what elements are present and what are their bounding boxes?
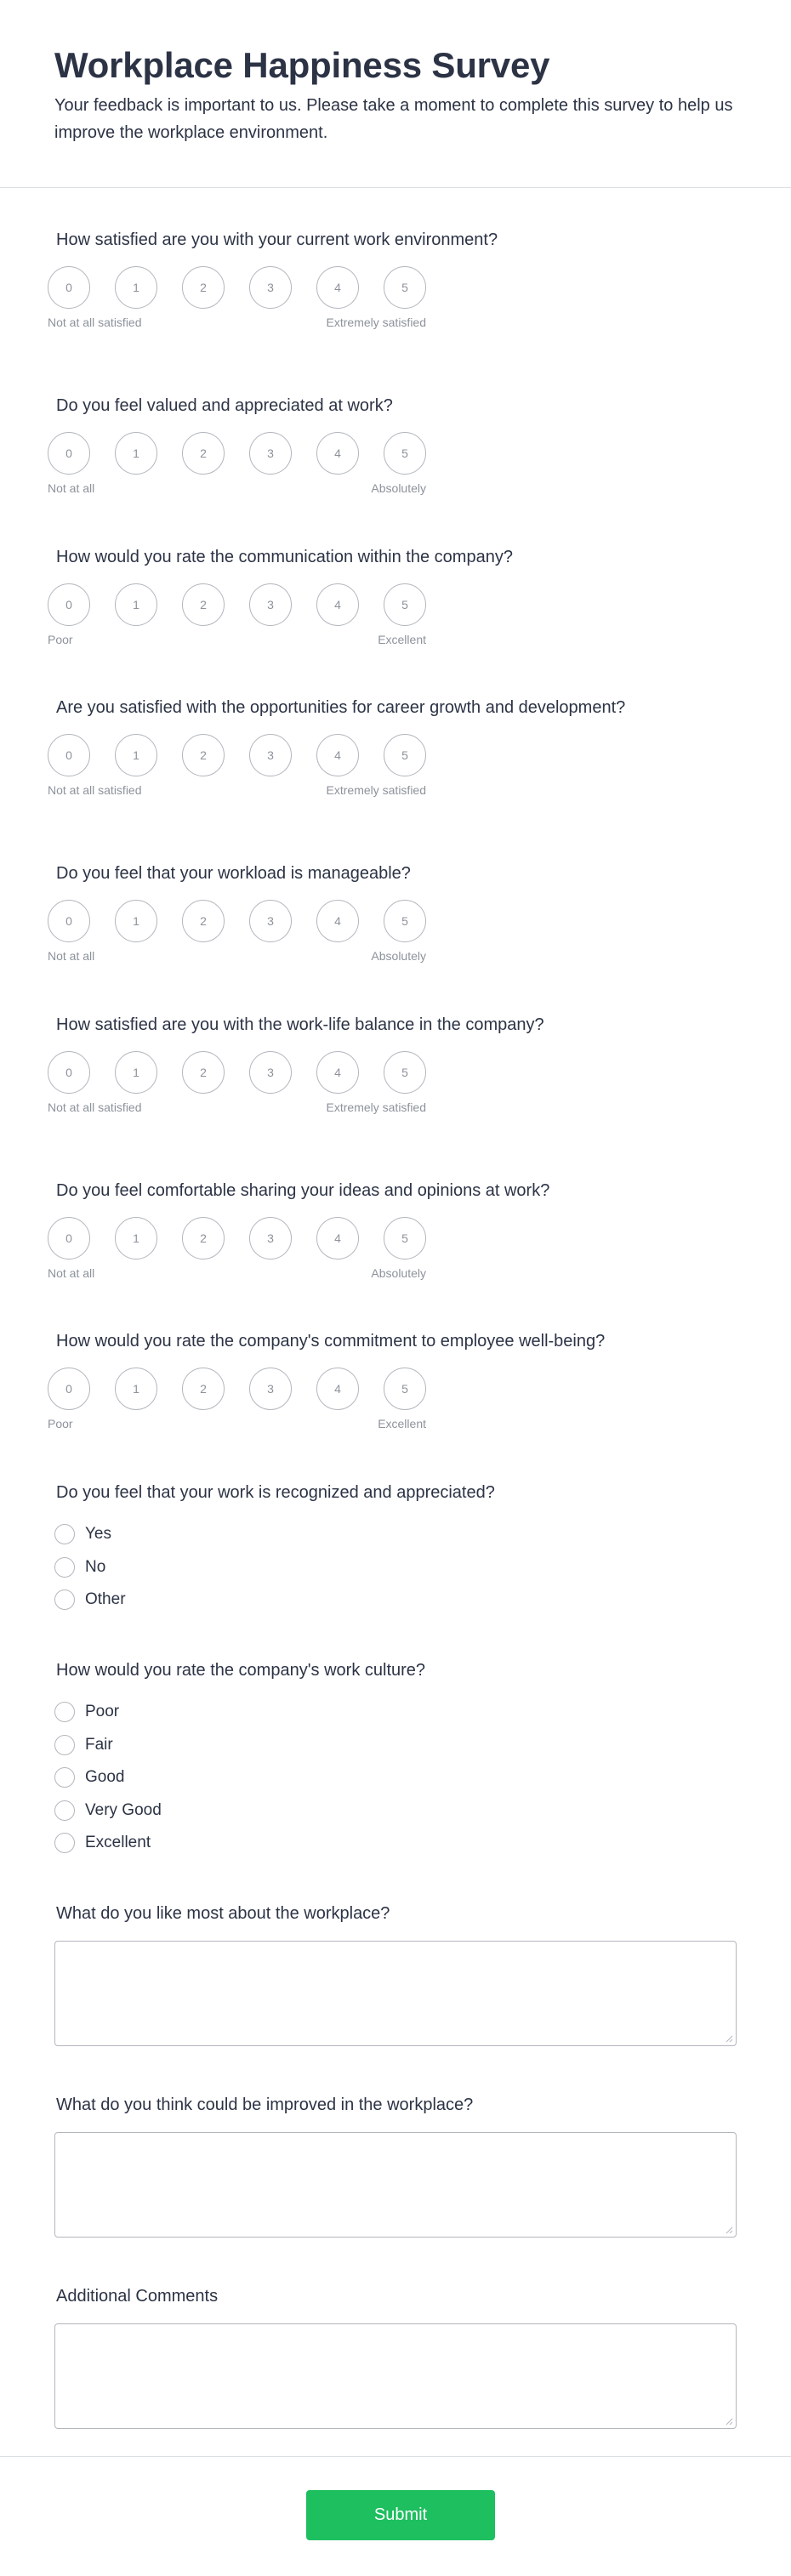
question-label: How would you rate the company's commitment to employee well-being?: [56, 1332, 606, 1351]
rating-scale: [48, 734, 447, 819]
radio-button[interactable]: [54, 1735, 75, 1755]
radio-option-yes[interactable]: [54, 1518, 126, 1551]
scale-option-4[interactable]: 4: [316, 1051, 359, 1094]
scale-option-3[interactable]: 3: [249, 734, 292, 776]
scale-option-1[interactable]: 1: [115, 266, 157, 309]
scale-option-2[interactable]: 2: [182, 266, 225, 309]
scale-high-label: Absolutely: [371, 949, 426, 963]
scale-high-label: Absolutely: [371, 1266, 426, 1280]
question-workload: [48, 862, 745, 963]
radio-option-other[interactable]: [54, 1584, 126, 1617]
scale-option-1[interactable]: 1: [115, 900, 157, 942]
rating-scale: [48, 266, 447, 351]
scale-option-0[interactable]: 0: [48, 1368, 90, 1410]
improve-textarea[interactable]: [54, 2132, 737, 2238]
scale-option-3[interactable]: 3: [249, 583, 292, 626]
question-label: How would you rate the company's work culture?: [56, 1661, 426, 1680]
scale-option-2[interactable]: 2: [182, 1051, 225, 1094]
radio-button[interactable]: [54, 1800, 75, 1821]
rating-scale: [48, 900, 447, 985]
scale-option-2[interactable]: 2: [182, 1217, 225, 1260]
rating-scale: [48, 1368, 447, 1453]
scale-option-1[interactable]: 1: [115, 583, 157, 626]
question-label: Do you feel comfortable sharing your ideas and opinions at work?: [56, 1181, 550, 1200]
scale-option-4[interactable]: 4: [316, 1368, 359, 1410]
question-additional-comments: [56, 2284, 745, 2308]
scale-option-4[interactable]: 4: [316, 734, 359, 776]
scale-high-label: Absolutely: [371, 481, 426, 495]
radio-button[interactable]: [54, 1524, 75, 1544]
scale-option-2[interactable]: 2: [182, 1368, 225, 1410]
scale-option-0[interactable]: 0: [48, 734, 90, 776]
question-label: Do you feel that your workload is manageable?: [56, 864, 411, 883]
submit-button[interactable]: Submit: [306, 2490, 495, 2540]
scale-high-label: Extremely satisfied: [326, 316, 426, 329]
scale-low-label: Poor: [48, 633, 73, 646]
radio-option-no[interactable]: [54, 1551, 126, 1584]
scale-option-5[interactable]: 5: [384, 1368, 426, 1410]
question-valued: [48, 394, 745, 495]
scale-option-5[interactable]: 5: [384, 1217, 426, 1260]
question-label: What do you think could be improved in the workplace?: [56, 2095, 474, 2114]
question-work-environment: [48, 228, 745, 329]
scale-option-5[interactable]: 5: [384, 583, 426, 626]
scale-option-3[interactable]: 3: [249, 1368, 292, 1410]
scale-option-5[interactable]: 5: [384, 266, 426, 309]
question-communication: [48, 545, 745, 646]
radio-option-excellent[interactable]: [54, 1827, 162, 1860]
scale-option-1[interactable]: 1: [115, 734, 157, 776]
question-well-being: [48, 1329, 745, 1430]
scale-option-0[interactable]: 0: [48, 1217, 90, 1260]
question-label: What do you like most about the workplace?: [56, 1904, 390, 1923]
scale-high-label: Extremely satisfied: [326, 1100, 426, 1114]
page-description: Your feedback is important to us. Please take a moment to complete this survey to help us improve the workplace environment.: [54, 96, 733, 142]
form-header: [0, 0, 791, 188]
radio-group: [54, 1696, 162, 1860]
scale-option-4[interactable]: 4: [316, 900, 359, 942]
radio-label: Poor: [85, 1703, 120, 1721]
question-work-culture: [56, 1658, 745, 1852]
scale-option-5[interactable]: 5: [384, 734, 426, 776]
scale-low-label: Poor: [48, 1417, 73, 1430]
scale-low-label: Not at all: [48, 949, 95, 963]
scale-option-4[interactable]: 4: [316, 583, 359, 626]
scale-high-label: Extremely satisfied: [326, 783, 426, 797]
scale-option-4[interactable]: 4: [316, 432, 359, 475]
radio-button[interactable]: [54, 1557, 75, 1578]
radio-button[interactable]: [54, 1702, 75, 1722]
radio-label: Good: [85, 1768, 125, 1787]
scale-option-1[interactable]: 1: [115, 1368, 157, 1410]
radio-label: No: [85, 1557, 106, 1576]
radio-button[interactable]: [54, 1589, 75, 1610]
scale-low-label: Not at all satisfied: [48, 783, 142, 797]
scale-option-2[interactable]: 2: [182, 583, 225, 626]
scale-low-label: Not at all satisfied: [48, 1100, 142, 1114]
scale-option-4[interactable]: 4: [316, 1217, 359, 1260]
scale-option-5[interactable]: 5: [384, 432, 426, 475]
scale-option-3[interactable]: 3: [249, 900, 292, 942]
page-title: Workplace Happiness Survey: [54, 45, 550, 85]
question-label: How satisfied are you with your current work environment?: [56, 230, 498, 249]
question-recognized: [56, 1481, 745, 1609]
radio-option-fair[interactable]: [54, 1729, 162, 1762]
scale-high-label: Excellent: [378, 633, 426, 646]
scale-option-0[interactable]: 0: [48, 900, 90, 942]
scale-option-3[interactable]: 3: [249, 1217, 292, 1260]
radio-button[interactable]: [54, 1833, 75, 1853]
scale-option-1[interactable]: 1: [115, 1051, 157, 1094]
scale-option-1[interactable]: 1: [115, 1217, 157, 1260]
question-like-most: [56, 1902, 745, 1925]
radio-button[interactable]: [54, 1767, 75, 1788]
scale-option-2[interactable]: 2: [182, 734, 225, 776]
scale-option-0[interactable]: 0: [48, 583, 90, 626]
question-label: Do you feel that your work is recognized and appreciated?: [56, 1483, 495, 1502]
question-improve: [56, 2093, 745, 2117]
radio-group: [54, 1518, 126, 1617]
radio-label: Other: [85, 1590, 126, 1609]
scale-low-label: Not at all: [48, 481, 95, 495]
scale-option-3[interactable]: 3: [249, 432, 292, 475]
question-label: How satisfied are you with the work-life balance in the company?: [56, 1015, 544, 1034]
radio-option-poor[interactable]: [54, 1696, 162, 1729]
scale-option-2[interactable]: 2: [182, 432, 225, 475]
question-label: Do you feel valued and appreciated at work?: [56, 396, 393, 415]
question-label: Are you satisfied with the opportunities for career growth and development?: [56, 698, 626, 717]
comments-textarea[interactable]: [54, 2323, 737, 2429]
question-work-life-balance: [48, 1013, 745, 1114]
scale-option-5[interactable]: 5: [384, 900, 426, 942]
scale-low-label: Not at all: [48, 1266, 95, 1280]
scale-option-0[interactable]: 0: [48, 432, 90, 475]
radio-label: Excellent: [85, 1834, 151, 1852]
question-label: How would you rate the communication within the company?: [56, 548, 513, 566]
question-label: Additional Comments: [56, 2287, 219, 2306]
scale-option-0[interactable]: 0: [48, 266, 90, 309]
resize-handle-icon[interactable]: [726, 2226, 733, 2234]
scale-option-0[interactable]: 0: [48, 1051, 90, 1094]
radio-label: Yes: [85, 1525, 111, 1544]
rating-scale: [48, 583, 447, 668]
scale-option-5[interactable]: 5: [384, 1051, 426, 1094]
radio-option-good[interactable]: [54, 1761, 162, 1794]
scale-high-label: Excellent: [378, 1417, 426, 1430]
radio-option-very-good[interactable]: [54, 1794, 162, 1828]
question-career-growth: [48, 696, 745, 797]
rating-scale: [48, 1051, 447, 1136]
scale-option-3[interactable]: 3: [249, 266, 292, 309]
form-footer: [0, 2456, 791, 2576]
resize-handle-icon[interactable]: [726, 2418, 733, 2425]
radio-label: Fair: [85, 1735, 113, 1754]
rating-scale: [48, 1217, 447, 1302]
like-most-textarea[interactable]: [54, 1941, 737, 2046]
scale-option-3[interactable]: 3: [249, 1051, 292, 1094]
question-sharing-ideas: [48, 1179, 745, 1280]
scale-low-label: Not at all satisfied: [48, 316, 142, 329]
scale-option-4[interactable]: 4: [316, 266, 359, 309]
scale-option-2[interactable]: 2: [182, 900, 225, 942]
rating-scale: [48, 432, 447, 517]
radio-label: Very Good: [85, 1800, 162, 1819]
resize-handle-icon[interactable]: [726, 2035, 733, 2043]
scale-option-1[interactable]: 1: [115, 432, 157, 475]
